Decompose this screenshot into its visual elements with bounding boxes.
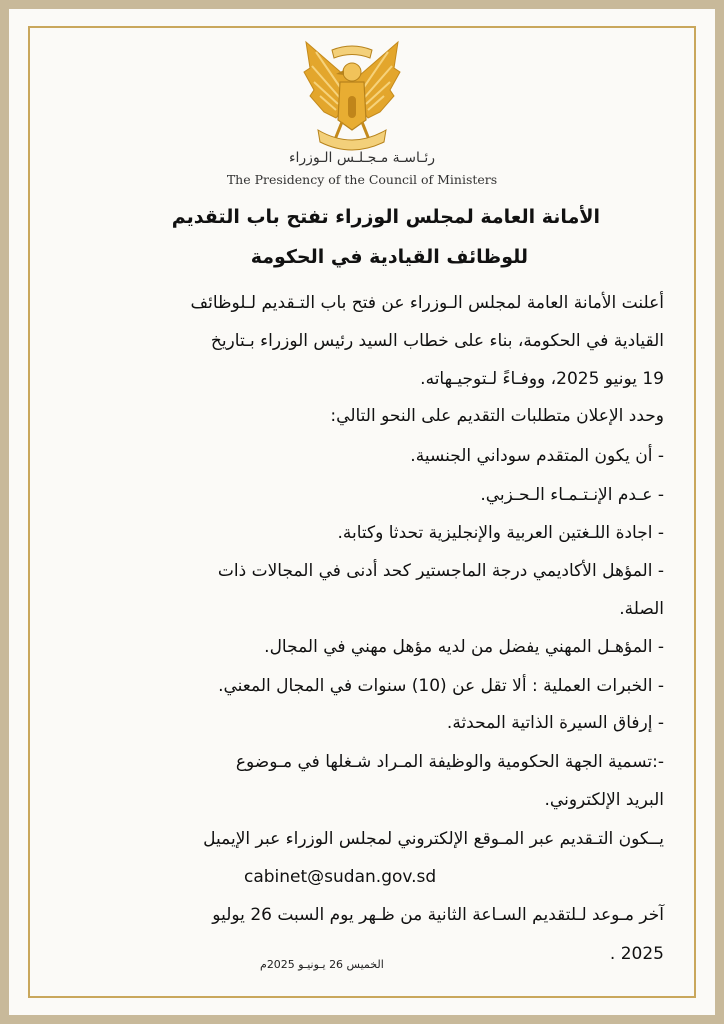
contact-email-link[interactable]: cabinet@sudan.gov.sd: [244, 867, 437, 887]
list-item: - إرفاق السيرة الذاتية المحدثة.: [446, 713, 664, 733]
list-item: - المؤهـل المهني يفضل من لديه مؤهل مهني في المجال.: [264, 637, 664, 657]
body-line: يــكون التـقديم عبر المـوقع الإلكتروني لمجلس الوزراء عبر الإيميل: [203, 829, 664, 849]
list-item: - أن يكون المتقدم سوداني الجنسية.: [410, 446, 664, 466]
document-date: الخميس 26 يـونيـو 2025م: [260, 958, 384, 971]
list-item: - المؤهل الأكاديمي درجة الماجستير كحد أدنى في المجالات ذات: [217, 561, 664, 581]
list-item: -:تسمية الجهة الحكومية والوظيفة المـراد شـغلها في مـوضوع: [235, 752, 664, 772]
body-line: وحدد الإعلان متطلبات التقديم على النحو التالي:: [330, 406, 664, 426]
body-line: القيادية في الحكومة، بناء على خطاب السيد رئيس الوزراء بـتاريخ: [210, 331, 664, 351]
list-item-continuation: الصلة.: [619, 599, 664, 619]
body-line: أعلنت الأمانة العامة لمجلس الـوزراء عن فتح باب التـقديم لـلوظائف: [190, 293, 664, 313]
page-title-line-1: الأمانة العامة لمجلس الوزراء تفتح باب التقديم: [171, 206, 600, 228]
list-item-continuation: البريد الإلكتروني.: [544, 790, 664, 810]
secretary-bird-emblem-icon: [296, 38, 408, 156]
page-title-line-2: للوظائف القيادية في الحكومة: [250, 246, 528, 268]
presidency-english-heading: The Presidency of the Council of Ministers: [226, 172, 498, 187]
body-line: 19 يونيو 2025، ووفـاءً لـتوجيـهاته.: [420, 369, 664, 389]
presidency-arabic-heading: رئـاسـة مـجـلـس الـوزراء: [288, 150, 436, 166]
list-item: - الخبرات العملية : ألا تقل عن (10) سنوات في المجال المعني.: [218, 676, 664, 696]
list-item: - اجادة اللـغتين العربية والإنجليزية تحدثا وكتابة.: [337, 523, 664, 543]
list-item: - عـدم الإنـتـمـاء الـحـزبي.: [480, 485, 664, 505]
deadline-line-continuation: 2025 .: [609, 944, 664, 964]
deadline-line: آخر مـوعد لـلتقديم السـاعة الثانية من ظـهر يوم السبت 26 يوليو: [212, 905, 664, 925]
